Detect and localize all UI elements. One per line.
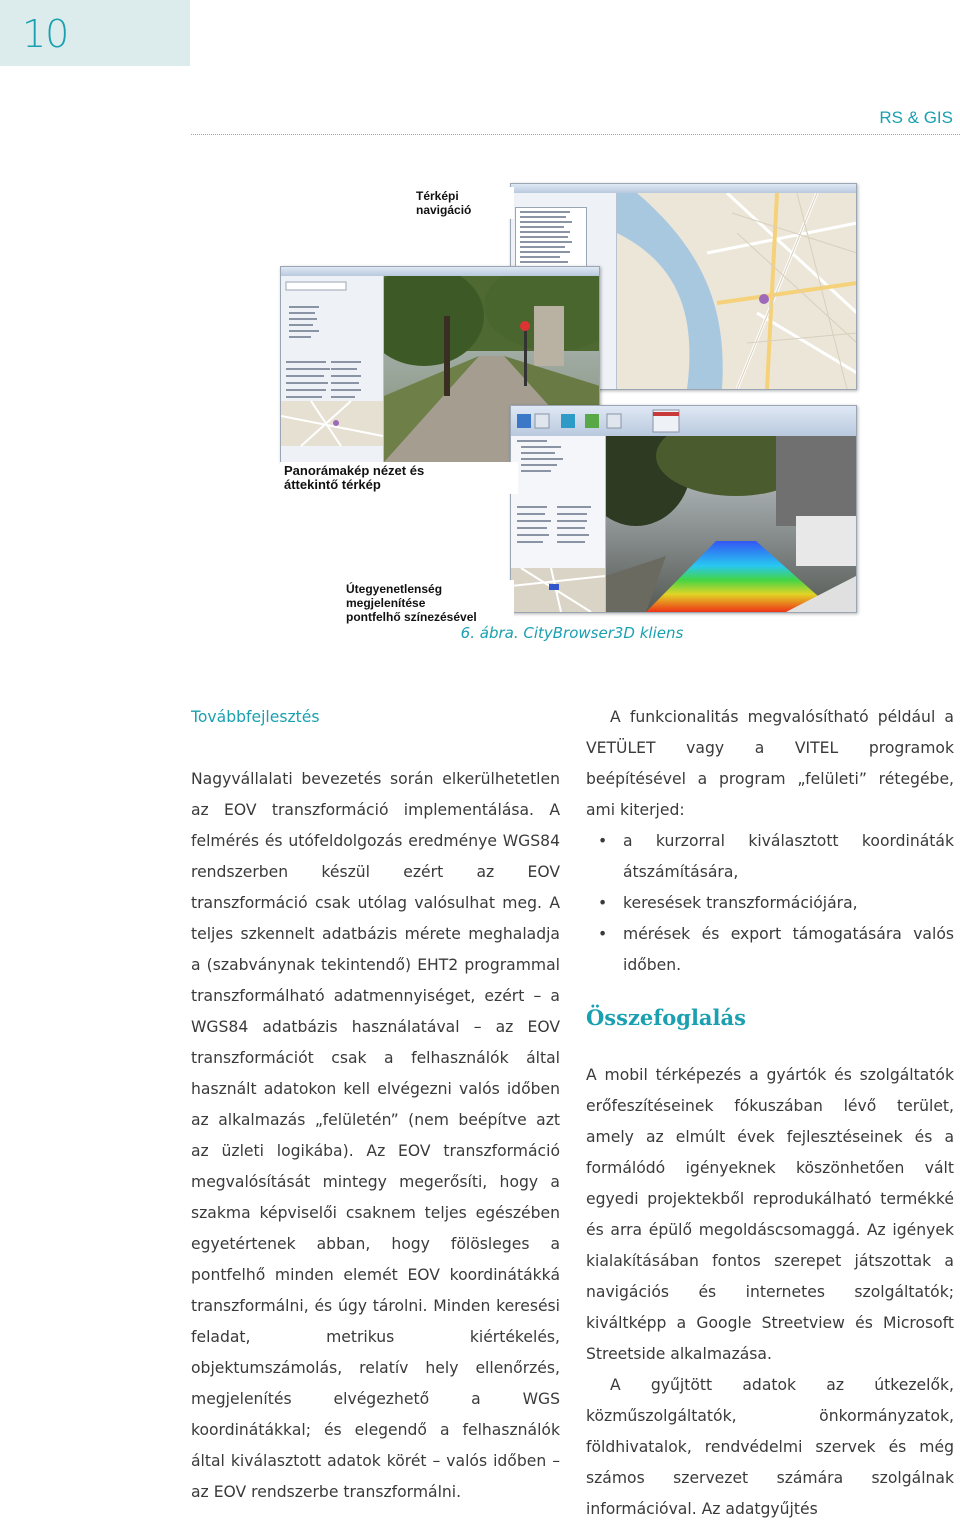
- bullet-item: • keresések transzformációjára,: [586, 888, 954, 919]
- label-text-line-1: Útegyenetlenség megjelenítése: [346, 582, 443, 610]
- running-head: RS & GIS: [879, 108, 953, 127]
- properties-panel: [281, 276, 384, 462]
- ribbon-toolbar: [511, 406, 856, 437]
- section-heading-summary: Összefoglalás: [586, 1005, 746, 1030]
- summary-paragraph-2: A gyűjtött adatok az útkezelők, közműszolgáltatók, önkormányzatok, földhivatalok, rendvédelmi szervek és még számos szervezet számára szolgálnak információval. Az adatgyűjtés: [586, 1376, 954, 1518]
- point-cloud-window: [510, 405, 857, 613]
- point-cloud-view: [606, 436, 856, 612]
- intro-paragraph: A funkcionalitás megvalósítható például a VETÜLET vagy a VITEL programok beépítésével a program „felületi” rétegébe, ami kiterjed:: [586, 708, 954, 819]
- properties-rows: [281, 276, 383, 462]
- figure-citybrowser3d: [280, 183, 855, 624]
- bullet-list: [586, 826, 954, 981]
- body-paragraph: Nagyvállalati bevezetés során elkerülhetetlen az EOV transzformáció implementálása. A felmérés és utófeldolgozás eredménye WGS84 rendszerben készül ezért az EOV transzformáció csak utólag valósulhat meg. A teljes szkennelt adatbázis mérete meghaladja a (szabványnak tekintendő) EHT2 programmal transzformálható adatmennyiséget, ezért – a WGS84 adatbázis használatával – az EOV transzformációt csak a felhasználók által használt adatokon kell elvégezni valós időben az alkalmazás „felületén” (nem beépítve azt az üzleti logikába). Az EOV transzformáció megvalósítását mintegy megerősíti, hogy a szakma képviselői csaknem teljes egészében egyetértenek abban, hogy fölösleges a pontfelhő minden elemét EOV koordinátákká transzformálni, és úgy tárolni. Minden keresési feladat, metrikus kiértékelés, objektumszámolás, relatív hely ellenőrzés, megjelenítés elvégezhető a WGS koordinátákkal; és elegendő a felhasználók által kiválasztott adatok körét – valós időben – az EOV rendszerbe transzformálni.: [191, 770, 560, 1501]
- right-column: [586, 702, 954, 1525]
- left-column: [191, 702, 560, 1508]
- header-divider: [191, 134, 960, 135]
- figure-label-uncertainty: [344, 580, 514, 626]
- figure-label-panorama: [280, 462, 518, 494]
- point-cloud-sidebar: [511, 436, 606, 612]
- page-number-box: [0, 0, 190, 66]
- label-text: Térképi navigáció: [416, 189, 472, 217]
- label-text-line-1: Panorámakép nézet és: [284, 463, 425, 478]
- bullet-item: • a kurzorral kiválasztott koordináták átszámítására,: [586, 826, 954, 888]
- subheading-further-development: Továbbfejlesztés: [191, 708, 320, 726]
- bullet-item: • mérések és export támogatására valós időben.: [586, 919, 954, 981]
- layer-list-rows: [516, 208, 586, 268]
- label-text-line-2: pontfelhő színezésével: [346, 610, 477, 624]
- page-number: 10: [22, 12, 69, 56]
- label-text-line-2: áttekintő térkép: [284, 477, 381, 492]
- layer-list: [515, 207, 587, 269]
- street-map-view: [617, 193, 857, 389]
- toolbar-icons: [511, 406, 856, 436]
- summary-paragraph-1: A mobil térképezés a gyártók és szolgáltatók erőfeszítéseinek fókuszában lévő terület, amely az elmúlt évek fejlesztéseinek és a formálódó igényeknek köszönhetően vált egyedi projektekből reprodukálható termékké és arra épülő megoldáscsomaggá. Az igények kialakításában fontos szerepet játszottak a navigációs és internetes szolgáltatók; kiváltképp a Google Streetview és Microsoft Streetside alkalmazása.: [586, 1066, 954, 1363]
- figure-label-map-navigation: [414, 187, 514, 219]
- figure-caption: 6. ábra. CityBrowser3D kliens: [460, 624, 684, 642]
- sidebar-rows: [511, 436, 605, 612]
